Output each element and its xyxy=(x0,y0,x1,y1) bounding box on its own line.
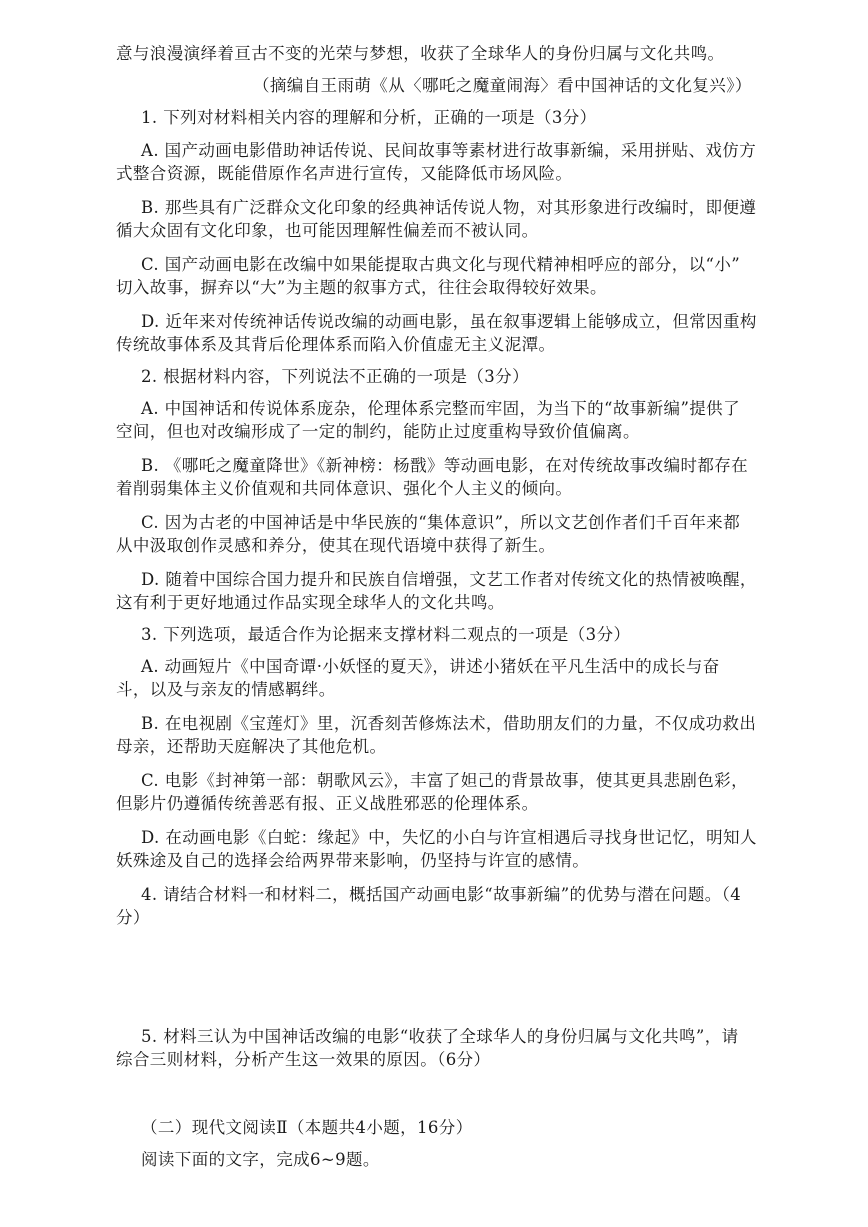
question-2-option-b: B. 《哪吒之魔童降世》《新神榜：杨戬》等动画电影，在对传统故事改编时都存在 xyxy=(141,456,749,475)
question-1-option-c: C. 国产动画电影在改编中如果能提取古典文化与现代精神相呼应的部分，以“小” xyxy=(141,255,741,274)
question-3-option-a-cont: 斗，以及与亲友的情感羁绊。 xyxy=(116,680,336,699)
question-2-stem: 2. 根据材料内容，下列说法不正确的一项是（3分） xyxy=(141,367,529,386)
question-4-stem: 4. 请结合材料一和材料二，概括国产动画电影“故事新编”的优势与潜在问题。（4 xyxy=(141,885,742,904)
question-3-option-a: A. 动画短片《中国奇谭·小妖怪的夏天》，讲述小猪妖在平凡生活中的成长与奋 xyxy=(141,657,720,676)
question-2-option-d: D. 随着中国综合国力提升和民族自信增强，文艺工作者对传统文化的热情被唤醒， xyxy=(141,570,757,589)
question-1-option-a-cont: 式整合资源，既能借原作名声进行宣传，又能降低市场风险。 xyxy=(116,164,573,183)
reading-instruction: 阅读下面的文字，完成6~9题。 xyxy=(141,1150,380,1169)
question-1-stem: 1. 下列对材料相关内容的理解和分析，正确的一项是（3分） xyxy=(141,108,597,127)
source-citation: （摘编自王雨萌《从〈哪吒之魔童闹海〉看中国神话的文化复兴》） xyxy=(253,76,752,95)
question-3-stem: 3. 下列选项，最适合作为论据来支撑材料二观点的一项是（3分） xyxy=(141,625,631,644)
question-3-option-b-cont: 母亲，还帮助天庭解决了其他危机。 xyxy=(116,737,387,756)
question-3-option-c: C. 电影《封神第一部：朝歌风云》，丰富了妲己的背景故事，使其更具悲剧色彩， xyxy=(141,771,748,790)
question-1-option-d-cont: 传统故事体系及其背后伦理体系而陷入价值虚无主义泥潭。 xyxy=(116,335,556,354)
question-1-option-c-cont: 切入故事，摒弃以“大”为主题的叙事方式，往往会取得较好效果。 xyxy=(116,278,607,297)
question-2-option-a: A. 中国神话和传说体系庞杂，伦理体系完整而牢固，为当下的“故事新编”提供了 xyxy=(141,399,740,418)
question-3-option-d: D. 在动画电影《白蛇：缘起》中，失忆的小白与许宣相遇后寻找身世记忆，明知人 xyxy=(141,828,757,847)
question-4-stem-cont: 分） xyxy=(116,908,150,927)
question-5-stem: 5. 材料三认为中国神话改编的电影“收获了全球华人的身份归属与文化共鸣”，请 xyxy=(141,1027,739,1046)
question-1-option-b-cont: 循大众固有文化印象，也可能因理解性偏差而不被认同。 xyxy=(116,221,539,240)
question-3-option-d-cont: 妖殊途及自己的选择会给两界带来影响，仍坚持与许宣的感情。 xyxy=(116,851,590,870)
question-2-option-b-cont: 着削弱集体主义价值观和共同体意识、强化个人主义的倾向。 xyxy=(116,479,573,498)
question-5-stem-cont: 综合三则材料，分析产生这一效果的原因。（6分） xyxy=(116,1050,491,1069)
section-heading: （二）现代文阅读Ⅱ（本题共4小题，16分） xyxy=(141,1118,473,1137)
question-2-option-c: C. 因为古老的中国神话是中华民族的“集体意识”，所以文艺创作者们千百年来都 xyxy=(141,513,741,532)
question-1-option-a: A. 国产动画电影借助神话传说、民间故事等素材进行故事新编，采用拼贴、戏仿方 xyxy=(141,141,757,160)
question-1-option-d: D. 近年来对传统神话传说改编的动画电影，虽在叙事逻辑上能够成立，但常因重构 xyxy=(141,312,757,331)
question-2-option-c-cont: 从中汲取创作灵感和养分，使其在现代语境中获得了新生。 xyxy=(116,536,556,555)
passage-tail: 意与浪漫演绎着亘古不变的光荣与梦想，收获了全球华人的身份归属与文化共鸣。 xyxy=(116,44,725,63)
question-2-option-a-cont: 空间，但也对改编形成了一定的制约，能防止过度重构导致价值偏离。 xyxy=(116,422,640,441)
question-3-option-c-cont: 但影片仍遵循传统善恶有报、正义战胜邪恶的伦理体系。 xyxy=(116,794,539,813)
question-2-option-d-cont: 这有利于更好地通过作品实现全球华人的文化共鸣。 xyxy=(116,593,505,612)
question-3-option-b: B. 在电视剧《宝莲灯》里，沉香刻苦修炼法术，借助朋友们的力量，不仅成功救出 xyxy=(141,714,757,733)
question-1-option-b: B. 那些具有广泛群众文化印象的经典神话传说人物，对其形象进行改编时，即便遵 xyxy=(141,198,757,217)
